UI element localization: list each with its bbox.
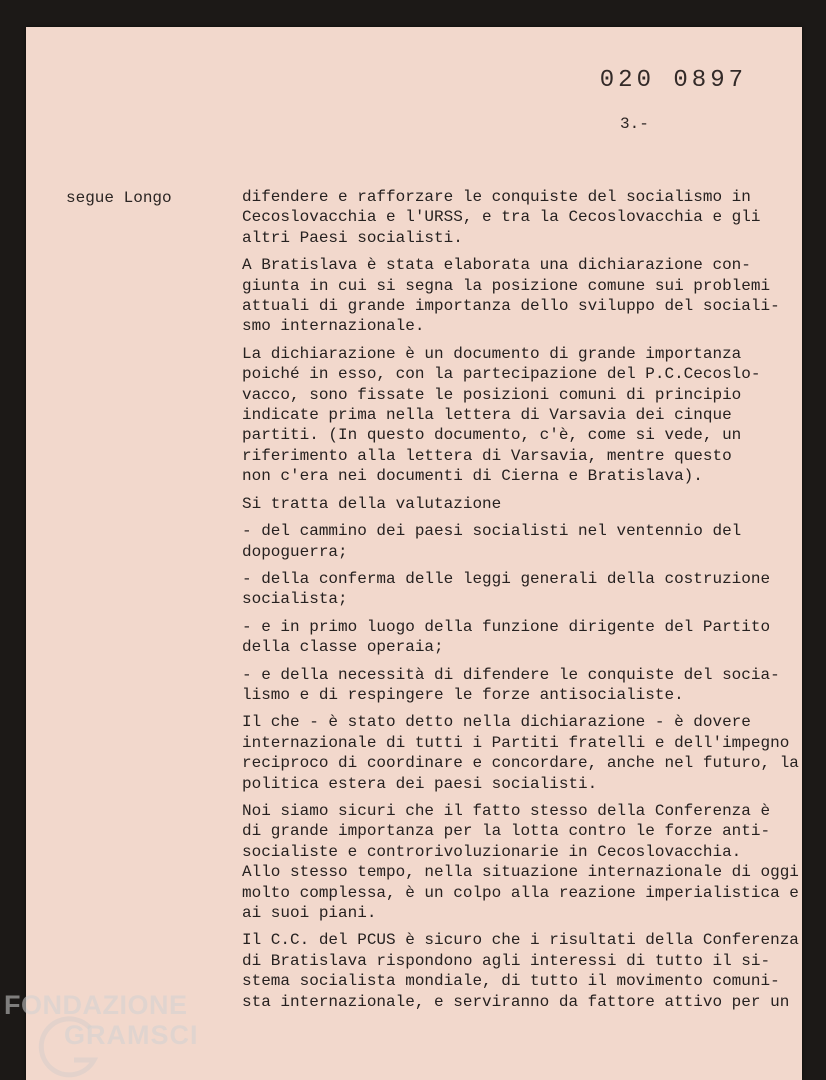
text-line: di grande importanza per la lotta contro le forze anti- [242,822,771,841]
text-line: di Bratislava rispondono agli interessi di tutto il si- [242,951,771,970]
text-line: vacco, sono fissate le posizioni comuni di principio [242,385,742,404]
paragraph [242,521,798,562]
text-line: poiché in esso, con la partecipazione del P.C.Cecoslo- [242,365,761,384]
document-page [26,27,802,1080]
text-line: La dichiarazione è un documento di grande importanza [242,344,742,363]
text-line: dopoguerra; [242,542,348,561]
text-line: smo internazionale. [242,317,425,336]
text-line: giunta in cui si segna la posizione comune sui problemi [242,276,771,295]
text-line: partiti. (In questo documento, c'è, come si vede, un [242,426,742,445]
text-line: difendere e rafforzare le conquiste del socialismo in [242,188,751,206]
text-line: Cecoslovacchia e l'URSS, e tra la Cecoslovacchia e gli [242,208,761,227]
page-number: 3.- [620,115,649,133]
paragraph [242,255,798,337]
text-line: non c'era nei documenti di Cierna e Bratislava). [242,467,703,486]
text-line: Allo stesso tempo, nella situazione internazionale di oggi [242,863,799,882]
text-line: altri Paesi socialisti. [242,228,463,247]
text-line: Il C.C. del PCUS è sicuro che i risultati della Conferenza [242,931,799,950]
text-line: - della conferma delle leggi generali della costruzione [242,569,771,588]
text-line: politica estera dei paesi socialisti. [242,774,598,793]
watermark [4,990,199,1050]
text-line: Noi siamo sicuri che il fatto stesso della Conferenza è [242,801,771,820]
paragraph [242,569,798,610]
text-line: socialista; [242,590,348,609]
document-body [242,187,798,1019]
text-line: della classe operaia; [242,638,444,657]
text-line: internazionale di tutti i Partiti fratelli e dell'impegno [242,733,790,752]
text-line: reciproco di coordinare e concordare, anche nel futuro, la [242,754,799,773]
paragraph [242,344,798,487]
text-line: A Bratislava è stata elaborata una dichiarazione con- [242,256,751,275]
text-line: socialiste e controrivoluzionarie in Cecoslovacchia. [242,842,742,861]
paragraph [242,801,798,923]
document-number: 020 0897 [599,67,747,94]
text-line: ai suoi piani. [242,904,377,922]
paragraph [242,665,798,706]
text-line: sta internazionale, e serviranno da fattore attivo per un [242,992,790,1011]
text-line: stema socialista mondiale, di tutto il movimento comuni- [242,972,780,991]
speaker-label: segue Longo [66,189,172,207]
text-line: indicate prima nella lettera di Varsavia dei cinque [242,406,732,425]
text-line: lismo e di respingere le forze antisocialiste. [242,685,684,704]
paragraph [242,187,798,248]
text-line: - e in primo luogo della funzione dirigente del Partito [242,617,771,636]
text-line: Si tratta della valutazione [242,494,502,513]
text-line: attuali di grande importanza dello sviluppo del sociali- [242,297,780,316]
text-line: Il che - è stato detto nella dichiarazione - è dovere [242,713,751,732]
watermark-line-1: FONDAZIONE [4,990,188,1020]
paragraph [242,712,798,794]
text-line: - del cammino dei paesi socialisti nel ventennio del [242,522,742,541]
paragraph [242,494,798,514]
text-line: molto complessa, è un colpo alla reazione imperialistica e [242,883,799,902]
paragraph [242,930,798,1012]
text-line: riferimento alla lettera di Varsavia, mentre questo [242,446,732,465]
text-line: - e della necessità di difendere le conquiste del socia- [242,665,780,684]
paragraph [242,617,798,658]
watermark-line-2: GRAMSCI [64,1020,199,1050]
